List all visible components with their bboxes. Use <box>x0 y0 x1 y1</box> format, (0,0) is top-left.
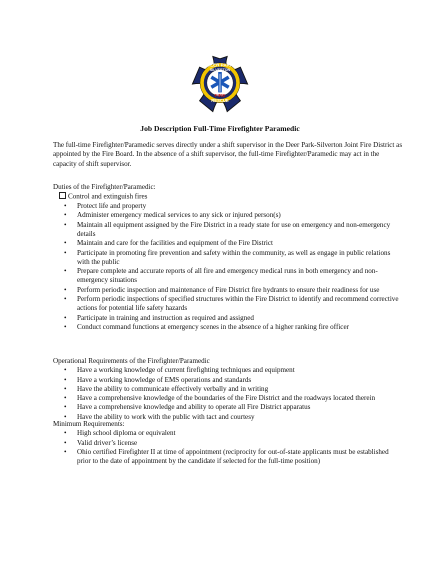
minimum-section <box>53 420 403 466</box>
bullet-icon: • <box>64 202 67 211</box>
bullet-icon: • <box>64 285 67 294</box>
list-item <box>53 394 403 403</box>
intro-paragraph: The full-time Firefighter/Paramedic serves directly under a shift supervisor in the Deer Park-Silverton Joint Fire District as appointed by the Fire Board. In the absence of a shift supervisor, the full-time Firefighter/Paramedic may act in the capacity of shift supervisor. <box>53 141 403 168</box>
document-title: Job Description Full-Time Firefighter Paramedic <box>140 124 300 133</box>
bullet-icon: • <box>64 384 67 393</box>
bullet-icon: • <box>64 429 67 438</box>
checkbox-square-icon <box>59 192 66 199</box>
list-item <box>53 448 403 467</box>
fire-district-logo <box>190 54 250 114</box>
list-item-text: Perform periodic inspections of specified structures within the Fire District to identify and recommend corrective actions for potential life safety hazards <box>77 295 399 313</box>
list-item <box>53 249 403 268</box>
bullet-icon: • <box>64 447 67 456</box>
logo-top-text-2: SILVERTON <box>209 67 231 72</box>
bullet-icon: • <box>64 248 67 257</box>
bullet-icon: • <box>64 239 67 248</box>
duties-section <box>53 183 403 332</box>
list-item <box>53 221 403 240</box>
list-item <box>53 439 403 448</box>
list-item <box>53 239 403 248</box>
bullet-icon: • <box>64 313 67 322</box>
list-item-text: Have the ability to communicate effectively verbally and in writing <box>77 384 269 393</box>
list-item <box>53 211 403 220</box>
bullet-icon: • <box>64 295 67 304</box>
list-item-text: Have a comprehensive knowledge and ability to operate all Fire District apparatus <box>77 403 311 412</box>
list-item-text: Participate in promoting fire prevention and safety within the community, as well as engage in public relations with the public <box>77 248 391 266</box>
list-item-text: Maintain all equipment assigned by the Fire District in a ready state for use on emergency and non-emergency details <box>77 220 391 238</box>
bullet-icon: • <box>64 403 67 412</box>
list-item-text: Ohio certified Firefighter II at time of appointment (reciprocity for out-of-state applicants must be established prior to the date of appointment by the candidate if selected for the full-time position) <box>77 447 389 466</box>
list-item-text: Administer emergency medical services to any sick or injured person(s) <box>77 211 281 220</box>
minimum-list <box>53 429 403 466</box>
logo-bottom-text-2: RESCUE <box>211 98 229 103</box>
duties-bullets <box>53 202 403 332</box>
list-item-text: Perform periodic inspection and maintenance of Fire District fire hydrants to ensure their readiness for use <box>77 285 380 294</box>
list-item-text: Participate in training and instruction as required and assigned <box>77 313 254 322</box>
bullet-icon: • <box>64 267 67 276</box>
duties-heading: Duties of the Firefighter/Paramedic: <box>53 183 156 191</box>
list-item <box>53 295 403 314</box>
logo-top-text: DEER PARK <box>206 62 234 68</box>
list-item-text: Control and extinguish fires <box>68 192 148 201</box>
bullet-icon: • <box>64 412 67 421</box>
bullet-icon: • <box>64 211 67 220</box>
list-item <box>53 267 403 286</box>
list-item-text: High school diploma or equivalent <box>77 429 176 438</box>
list-item <box>53 403 403 412</box>
bullet-icon: • <box>64 322 67 331</box>
list-item <box>53 192 403 202</box>
list-item <box>53 314 403 323</box>
list-item-text: Have the ability to work with the public with tact and courtesy <box>77 412 255 421</box>
list-item-text: Prepare complete and accurate reports of all fire and emergency medical runs in both emergency and non-emergency situations <box>77 267 378 285</box>
list-item <box>53 202 403 211</box>
bullet-icon: • <box>64 394 67 403</box>
list-item <box>53 376 403 385</box>
list-item-text: Have a comprehensive knowledge of the boundaries of the Fire District and the roadways located therein <box>77 394 376 403</box>
list-item-text: Maintain and care for the facilities and equipment of the Fire District <box>77 239 273 248</box>
list-item <box>53 323 403 332</box>
bullet-icon: • <box>64 438 67 447</box>
bullet-icon: • <box>64 220 67 229</box>
operational-list <box>53 366 403 422</box>
operational-section <box>53 357 403 422</box>
list-item-text: Have a working knowledge of EMS operations and standards <box>77 375 252 384</box>
logo-bottom-text: FIRE <box>214 94 226 100</box>
list-item <box>53 429 403 438</box>
bullet-icon: • <box>64 375 67 384</box>
minimum-heading: Minimum Requirements: <box>53 420 125 428</box>
list-item <box>53 385 403 394</box>
duties-list <box>53 192 403 202</box>
bullet-icon: • <box>64 366 67 375</box>
list-item-text: Valid driver’s license <box>77 438 138 447</box>
list-item-text: Protect life and property <box>77 202 147 211</box>
operational-heading: Operational Requirements of the Firefighter/Paramedic <box>53 357 210 365</box>
list-item <box>53 366 403 375</box>
list-item-text: Conduct command functions at emergency scenes in the absence of a higher ranking fire officer <box>77 322 349 331</box>
list-item-text: Have a working knowledge of current firefighting techniques and equipment <box>77 366 295 375</box>
list-item <box>53 286 403 295</box>
